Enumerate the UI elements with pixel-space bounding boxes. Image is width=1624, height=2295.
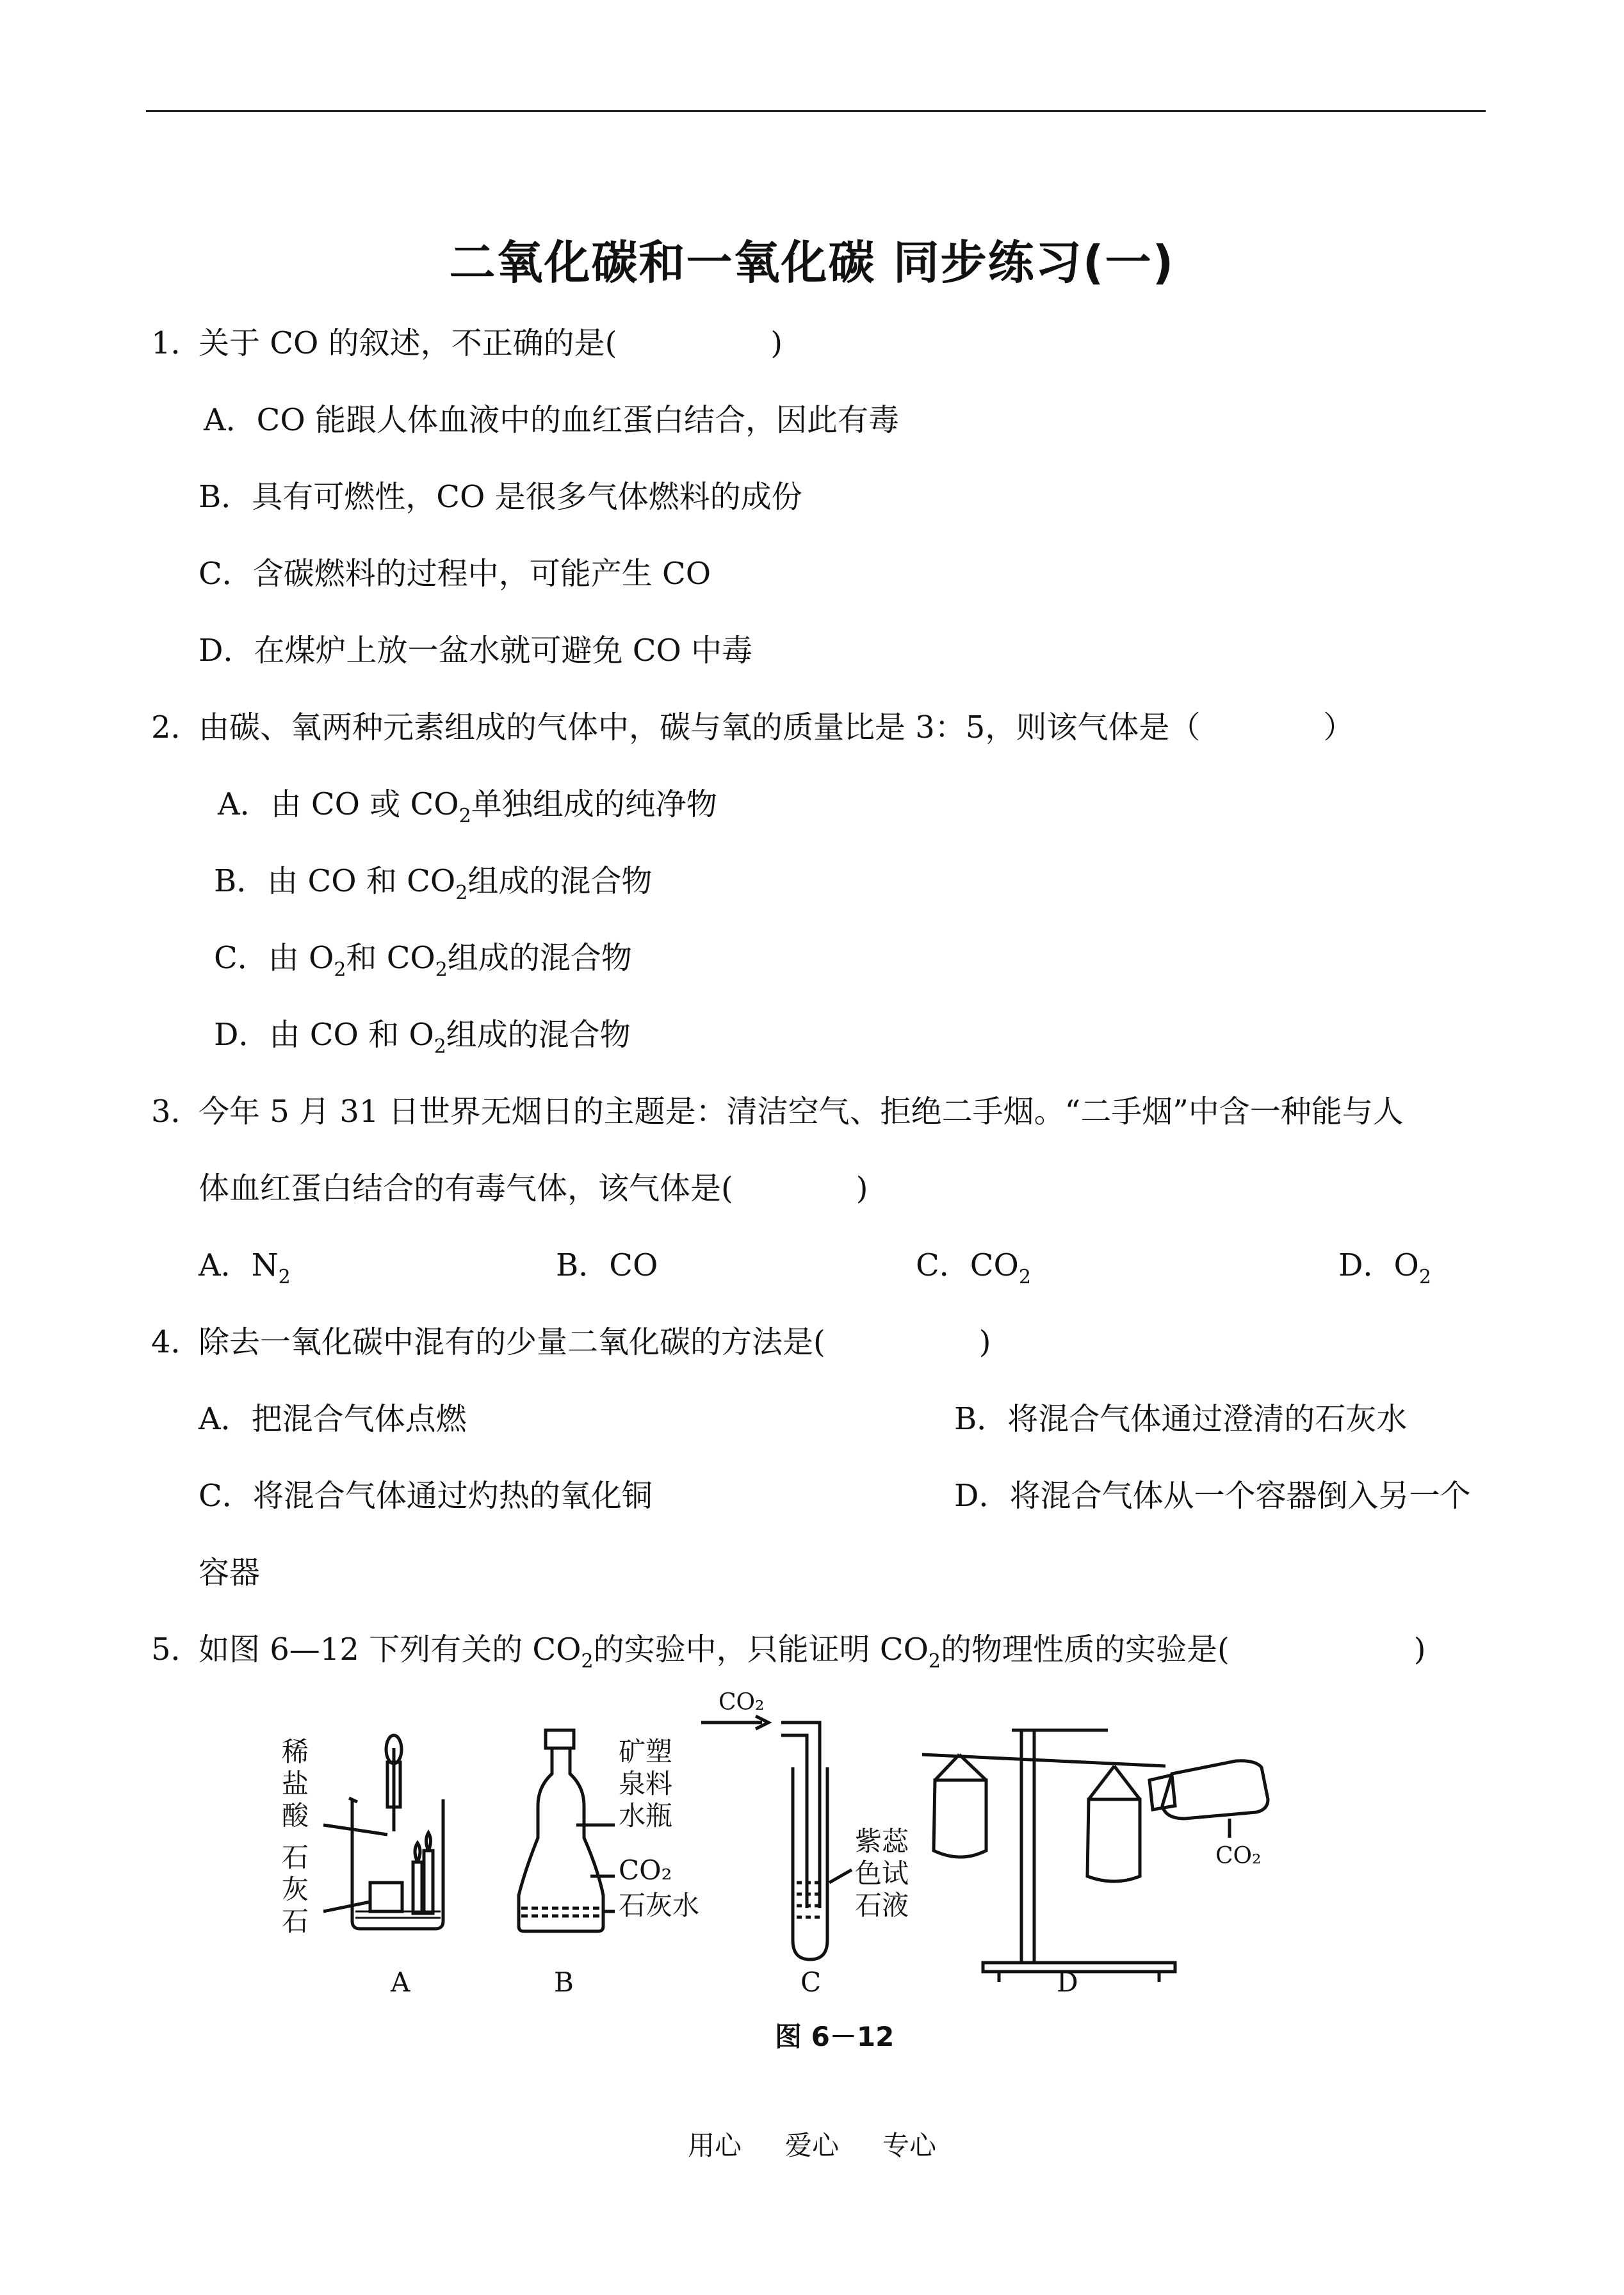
q3-option-a: [199, 1246, 291, 1288]
label-text: 色试: [855, 1858, 909, 1889]
label-text: 矿塑: [619, 1736, 673, 1767]
question-stem: 关于 CO 的叙述，不正确的是( ): [199, 325, 783, 361]
experiment-diagram: [256, 1689, 1409, 2052]
question-stem: 今年 5 月 31 日世界无烟日的主题是：清洁空气、拒绝二手烟。“二手烟”中含一种能与人: [199, 1094, 1404, 1130]
subscript: 2: [278, 1266, 291, 1288]
option-text: A．N: [199, 1247, 279, 1283]
q1-option-a: A．CO 能跟人体血液中的血红蛋白结合，因此有毒: [204, 402, 900, 438]
question-number: 4．: [151, 1324, 202, 1360]
label-char: 石: [282, 1906, 309, 1937]
option-text: 和 CO: [346, 940, 435, 976]
q1-option-b: B．具有可燃性，CO 是很多气体燃料的成份: [199, 479, 802, 515]
q4-option-d-cont: 容器: [199, 1555, 261, 1591]
subscript: 2: [581, 1650, 594, 1673]
apparatus-a: [323, 1735, 443, 1929]
page-footer: [0, 2125, 1624, 2163]
question-3-cont: 体血红蛋白结合的有毒气体，该气体是( ): [199, 1171, 868, 1206]
q3-option-b: B．CO: [556, 1247, 658, 1283]
gas-label: CO₂: [719, 1689, 765, 1715]
q1-option-c: C．含碳燃料的过程中，可能产生 CO: [199, 556, 711, 592]
figure-letter: D: [1057, 1967, 1078, 1998]
label-char: 灰: [282, 1874, 309, 1905]
label-char: 稀: [282, 1736, 309, 1767]
option-text: B．由 CO 和 CO: [214, 863, 456, 899]
question-number: 5．: [151, 1632, 202, 1667]
footer-text: 爱心: [784, 2130, 839, 2161]
label-text: 水瓶: [619, 1800, 673, 1831]
label-char: 酸: [282, 1800, 309, 1831]
question-stem: 除去一氧化碳中混有的少量二氧化碳的方法是( ): [199, 1324, 991, 1360]
label-char: 石: [282, 1842, 309, 1873]
gas-label: CO₂: [1215, 1843, 1262, 1869]
subscript: 2: [459, 805, 471, 827]
apparatus-b: [519, 1730, 615, 1931]
figure-letter: B: [554, 1967, 574, 1998]
question-stem: 由碳、氧两种元素组成的气体中，碳与氧的质量比是 3：5，则该气体是（ ）: [199, 710, 1354, 745]
header-rule: [146, 110, 1486, 112]
subscript: 2: [455, 882, 468, 904]
apparatus-b-labels: [619, 1736, 699, 1921]
q4-option-b: B．将混合气体通过澄清的石灰水: [954, 1401, 1408, 1437]
question-stem: 的实验中，只能证明 CO: [593, 1632, 929, 1667]
option-text: C．由 O: [214, 940, 334, 976]
question-5: [151, 1630, 1426, 1673]
option-text: 组成的混合物: [447, 940, 632, 976]
figure-caption: 图 6－12: [775, 2021, 895, 2052]
option-text: D．O: [1338, 1247, 1419, 1283]
question-2: [151, 708, 1354, 747]
subscript: 2: [928, 1650, 941, 1673]
page-title: 二氧化碳和一氧化碳 同步练习(一): [449, 236, 1175, 289]
question-stem: 如图 6—12 下列有关的 CO: [199, 1632, 581, 1667]
q2-option-c: [214, 939, 632, 981]
option-text: A．由 CO 或 CO: [218, 786, 459, 822]
q4-option-a: A．把混合气体点燃: [199, 1401, 467, 1437]
option-text: 单独组成的纯净物: [471, 786, 717, 822]
q3-option-c: [916, 1246, 1031, 1288]
apparatus-a-labels: [282, 1736, 309, 1937]
subscript: 2: [1018, 1266, 1031, 1288]
q4-option-c: C．将混合气体通过灼热的氧化铜: [199, 1478, 653, 1514]
experiment-figure: [256, 1689, 1409, 2052]
question-number: 1．: [151, 325, 202, 361]
label-text: 石液: [855, 1890, 909, 1921]
option-text: C．CO: [916, 1247, 1019, 1283]
subscript: 2: [434, 1035, 446, 1058]
label-text: CO₂: [619, 1854, 672, 1886]
figure-letter: C: [800, 1967, 822, 1998]
q2-option-a: [218, 785, 717, 827]
subscript: 2: [1418, 1266, 1431, 1288]
footer-text: 用心: [687, 2130, 742, 2161]
label-text: 石灰水: [619, 1890, 700, 1921]
question-number: 3．: [151, 1094, 202, 1130]
footer-text: 专心: [882, 2130, 937, 2161]
option-text: 组成的混合物: [446, 1017, 631, 1053]
q4-option-d: D．将混合气体从一个容器倒入另一个: [954, 1478, 1471, 1514]
figure-letter: A: [391, 1967, 410, 1998]
q1-option-d: D．在煤炉上放一盆水就可避免 CO 中毒: [199, 633, 753, 669]
question-1: [151, 324, 783, 362]
question-3: [151, 1092, 1404, 1131]
subscript: 2: [435, 959, 448, 981]
q2-option-d: [214, 1016, 631, 1058]
apparatus-c: [701, 1716, 852, 1959]
question-number: 2．: [151, 710, 202, 745]
label-text: 紫蕊: [855, 1826, 909, 1857]
subscript: 2: [334, 959, 346, 981]
question-4: [151, 1323, 991, 1361]
option-text: D．由 CO 和 O: [214, 1017, 434, 1053]
label-char: 盐: [282, 1768, 309, 1799]
question-stem: 的物理性质的实验是( ): [941, 1632, 1426, 1667]
q2-option-b: [214, 862, 653, 904]
q3-option-d: [1338, 1246, 1431, 1288]
option-text: 组成的混合物: [467, 863, 653, 899]
label-text: 泉料: [619, 1768, 673, 1799]
